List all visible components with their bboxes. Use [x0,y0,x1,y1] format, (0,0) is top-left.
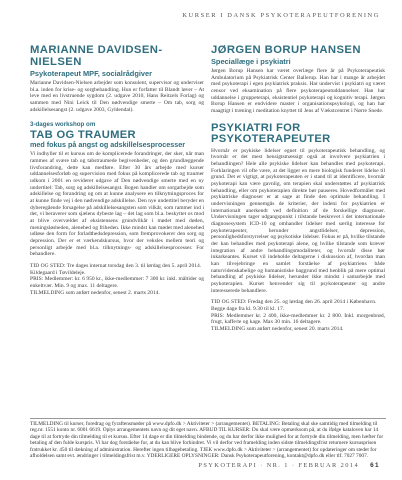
right-course-column [211,44,385,333]
teacher-name: MARIANNE DAVIDSEN-NIELSEN [30,44,163,68]
course-price: PRIS: Medlemmer: kr. 6 950 kr., ikke-medlemmer: 7 300 kr. inkl. måltider og enkeltvær. Min. 9 og max. 11 deltagere. [30,276,204,289]
course-title: TAB OG TRAUMER [30,129,136,142]
teacher-name: JØRGEN BORUP HANSEN [211,44,361,56]
course-price: PRIS: Medlemmer kr. 2 400, ikke-medlemmer kr. 2 800. Inkl. morgenbrød, frugt, kaffe/te og kage. Max 30 min. 16 deltagere. [211,312,385,326]
course-title: PSYKIATRI FOR PSYKOTERAPEUTER [211,121,331,146]
footer-issue: PSYKOTERAPI · NR. 1 · FEBRUAR 2014 [198,462,360,469]
course-signup: TILMELDING som anført nedenfor, senest 20. marts 2014. [211,325,344,332]
course-signup: TILMELDING som anført nedenfor, senest 2. marts 2014. [30,289,160,296]
teacher-role: Speciallæge i psykiatri [211,57,291,66]
course-description: Vi indhyller til et kursus om de komplicerede forandringer, der sker, når man rammes af svære tab og tabstraumede begivenheder, og den grundlæggende livsforandring, dette kan medføre. Efter 30 års arbejde med kurser uddannelsesforløb og supervision med fokus på komplicerede tab og traumer udkom i 2001 en revideret udgave af Den nødvendige smerte med en ny undertitel: Tab, sorg og adskillelsesangst. Bogen handler om sorgarbejde som adskillelse og forandring og om at kunne analysere en tilknytningsproces for at kunne finde vej i den nødvendige adskillelse. Den nye undertitel beryder en dyberegående forsagelse på adskillelsesangsten som vilkår, som rammer ind i det, vi beraverer som sjælens dybeste lag – det lag som bl.a. beskyttet os mod at blive overvældet af eksistensens grundvilkår i mødet med døden, meningsløsheden, alenehed og friheden. Ikke mindst kan mødet med alenehed udløse den form for forladthedsdepression, som fremprovokerer den sorg og depression. Der er et værkendskursus, hvor der veksles mellem teori og personligt arbejde med bl.a. tilknytnings- og adskillelsesprocesser. For behandlere. [30,151,204,258]
course-time-place: TID OG STED: Fredag den 25. og lørdag den 26. april 2014 i København. Begge dage fra kl. 9.30 til kl. 17. [211,299,377,312]
teacher-bio: Marianne Davidsen-Nielsen arbejder som konsulent, supervisor og underviser bl.a. inden for krise- og sorgbehandling. Hun er forfatter til Blandt løver – At leve med en livstruende sygdom (2. udgave 2010, Hans Reitzels Forlag) og sammen med Nini Leick til Den nødvendige smerte – Om tab, sorg og adskillelsesangst (2. udgave 2003, Gyldendal). [30,80,204,113]
course-time-place: TID OG STED: Tre dages internat torsdag den 3. til lørdag den 5. april 2014. Kildegaard i Tøvildeleje. [30,262,202,276]
footnote-divider [30,418,386,419]
running-header: KURSER I DANSK PSYKOTERAPEUTFORENING [182,12,380,19]
course-kicker: 3-dages workshop om [30,121,96,129]
teacher-role: Psykoterapeut MPF, socialrådgiver [30,69,152,78]
page-number: 61 [370,462,380,469]
teacher-bio: Jørgen Borup Hansen har været overlæge flere år på Psykoterapeutisk Ambulatorium på Psykiatrisk Center Ballerup. Han har i mange år arbejdet med psykoterapi i egen psykiatrisk praksis. Har undervist i psykiatri og været censor ved eksamination på flere psykoterapeutuddannelser. Han har uddannelse i gruppeterapi, eksistentiel psykoterapi og kognitiv terapi. Jørgen Borup Hansen er endvidere master i organisationspsykologi, og han har maagtigt i træning i meditation knyttet til Jens af Vækstcentret i Nørre Snede. [211,68,385,114]
course-subtitle: med fokus på angst og adskillelsesprocesser [30,140,185,150]
page-footer [198,462,380,469]
signup-footnote: TILMELDING til kurser, foredrag og fyraftensmøder på www.dpfo.dk > Aktiviteter > (arrangementet). BETALING: Betaling skal ske samtidig med tilmelding til reg.nr. 1551 konto nr. 6001 6619. Oplys arrangementets navn og dit eget navn. AFBUD TIL KURSER: Du skal være opmærksom på, at du ifølge kataloven har 14 dage til at fortryde din tilmelding til et kursus. Efter 14 dage er din tilmelding bindende, og du har derfor ikke mulighed for at fortryde din tilmelding, men hæfter for betaling af den fulde kurspris. Vi har dog forståelse for, at du kan blive forhindret. Vi vil derfor ved framelding inden sidste tilmeldingsfrist returnere kursusprisen fratrukket kr. 450 til dækning af administration. Herefter ingen tilbagebetaling. TJEK www.dpfo.dk > Aktiviteter > (arrangementet) for opdateringer om stedet for afholdelsen samt evt. ændringer i tilmeldingsfrist m.v. YDERLIGERE OPLYSNINGER: Dansk Psykoterapeutforening, kontakt@dpfo.dk eller tlf. 7027 7007. [30,421,384,460]
left-course-column [30,44,204,296]
course-description: Hvornår er psykiske lidelser egnet til psykoterapeutisk behandling, og hvornår er det mest hensigtsmæssigt også at involvere psykiatrien i behandlingen? Hele alle psykiske lidelser kan behandles med psykoterapi. Forklaringen vil ofte være, at det ligger en mere biologisk funderet lidelse til grund. Det er vigtigt, at psykoterapeuten er i stand til at identificere, hvornår psykoterapi kan være gavnlig, om terapien skal understøttes af psykiatrisk behandling, eller om psykoterapien direkte bør pauseres. Hovedformålet med psykiatriske diagnoser er at sage at finde den optimale behandling. I undervisningen gennemgås de kriterier, der indeni for psykiatrien er internationalt anerkendt ved definition af de forskellige diagnoser. Undervisningen tager udgangspunkt i tilstande beskrevet i det internationale diagnosesystem ICD-10 og omhandler lidelser med særlig interesse for psykoterapeuter, herunder angstlidelser, depression, personlighedsforstyrrelser og psykotiske lidelser. Fokus er på, hvilke tilstande der kan behandles med psykoterapi alene, og hvilke tilstande som kræver integration af andre behandlingsmodaliteter, og hvornår disse bør inkarkeantes. Kurset vil indeholde deltagerne i diskussion af, hvordan man kan tilvejebringe en samlet forståelse af psykiatriens både naturvidenskabelige og humanistiske baggrund med henblik på mere optimal behandling af psykiske lidelser, herunder ikke mindst i samarbejde med psykoterapien. Kurset henvender sig til psykoterapeuter og andre interesserede behandlere. [211,147,385,294]
